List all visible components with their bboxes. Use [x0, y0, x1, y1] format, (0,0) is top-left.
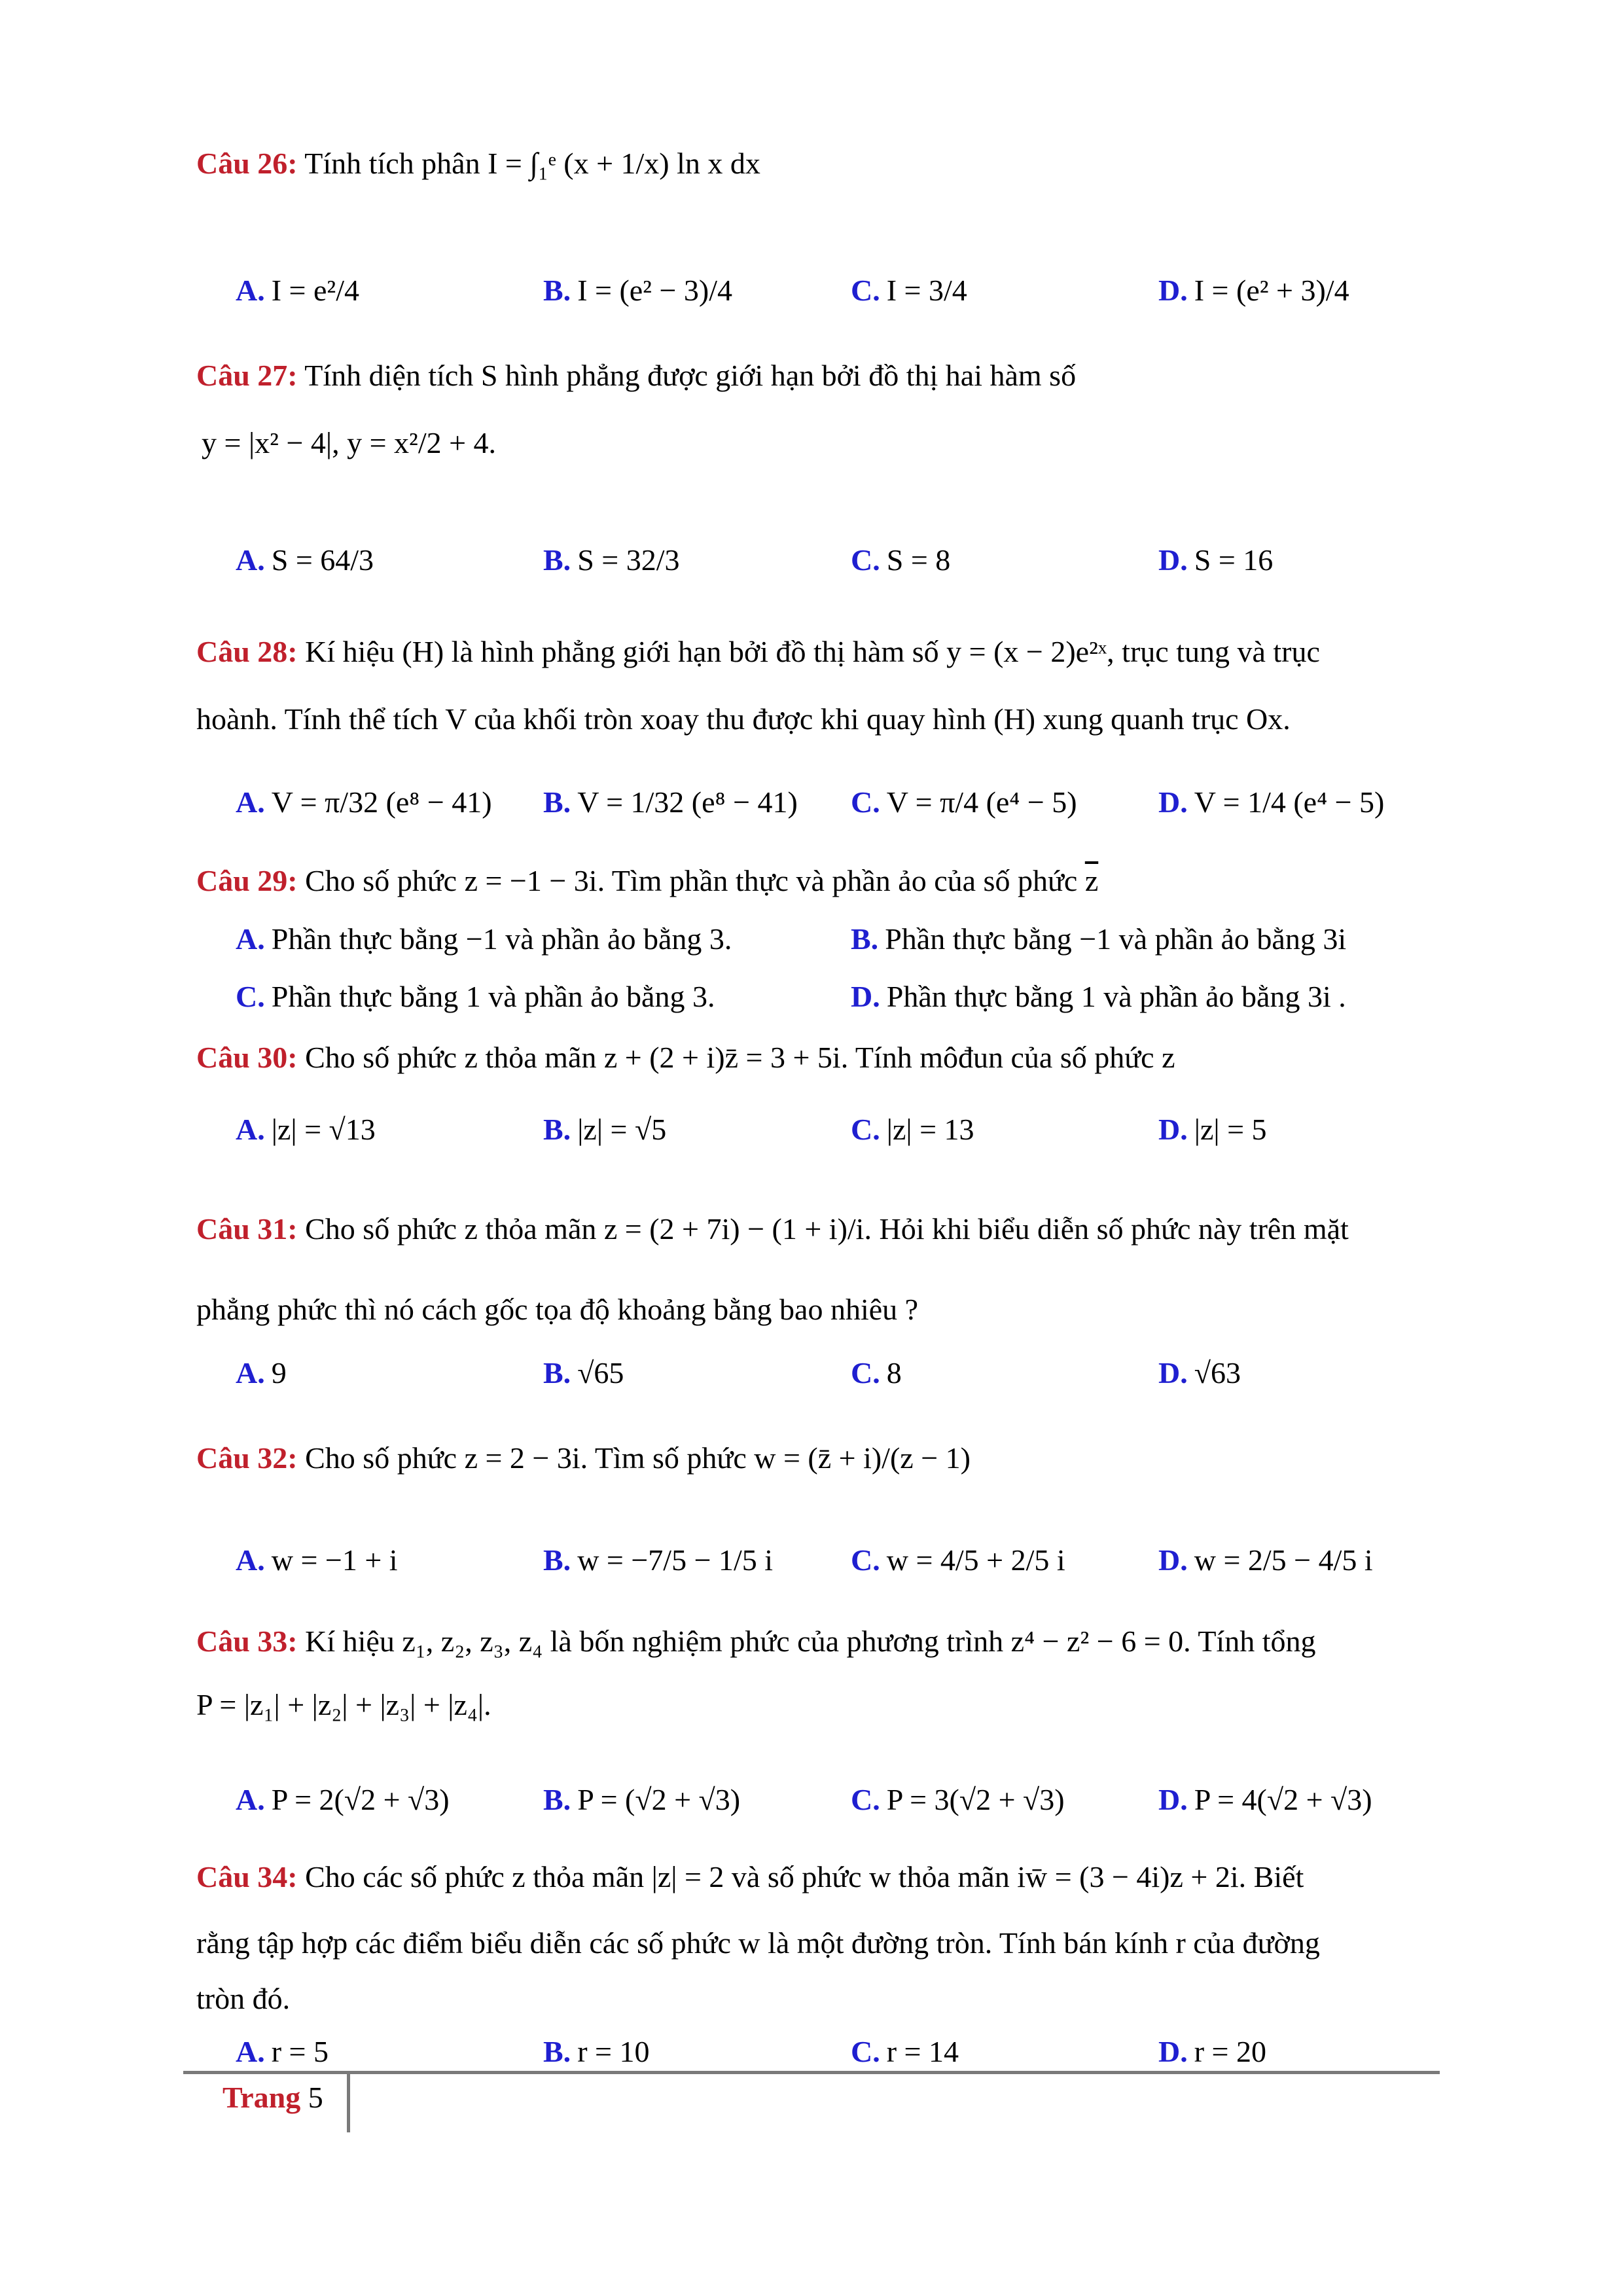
question-32: Câu 32: Cho số phức z = 2 − 3i. Tìm số phức w = (z̄ + i)/(z − 1) [196, 1441, 971, 1475]
option-b[interactable]: B. |z| = √5 [543, 1112, 667, 1146]
question-line [196, 357, 1440, 393]
question-text: Tính tích phân [304, 147, 480, 180]
question-text: Cho số phức z thỏa mãn [305, 1212, 597, 1246]
question-31: Câu 31: Cho số phức z thỏa mãn z = (2 + 7i) − (1 + i)/i. Hỏi khi biểu diễn số phức này trên mặt phẳng phức thì nó cách gốc tọa độ khoảng bằng bao nhiêu ? [196, 1212, 1349, 1327]
option-c[interactable]: C. I = 3/4 [851, 273, 967, 307]
question-math-2: w = (z̄ + i)/(z − 1) [754, 1441, 971, 1475]
question-text: Kí hiệu [305, 1624, 395, 1658]
option-b[interactable]: B. P = (√2 + √3) [543, 1782, 741, 1816]
option-d[interactable]: D. r = 20 [1158, 2035, 1266, 2068]
page-number: 5 [308, 2081, 323, 2114]
question-label: Câu 26: [196, 147, 298, 180]
option-b[interactable]: B. V = 1/32 (e⁸ − 41) [543, 785, 798, 819]
options-29-row2 [236, 979, 1466, 1018]
conjugate-z: $\overline{z}$ [1084, 864, 1099, 897]
question-30: Câu 30: Cho số phức z thỏa mãn z + (2 + i)z̄ = 3 + 5i. Tính môđun của số phức z [196, 1041, 1175, 1074]
question-math: z₁, z₂, z₃, z₄ [402, 1624, 543, 1658]
option-b[interactable]: B. S = 32/3 [543, 543, 680, 577]
options-30 [236, 1100, 1466, 1158]
option-b[interactable]: B. √65 [543, 1355, 624, 1390]
question-text: Cho các số phức z thỏa mãn [305, 1860, 645, 1893]
question-math-3: P = |z₁| + |z₂| + |z₃| + |z₄|. [196, 1688, 491, 1722]
question-label: Câu 31: [196, 1212, 298, 1246]
option-b[interactable]: B. r = 10 [543, 2035, 650, 2068]
option-a[interactable]: A. I = e²/4 [236, 273, 359, 307]
option-a[interactable]: A. P = 2(√2 + √3) [236, 1782, 450, 1816]
question-label: Câu 33: [196, 1624, 298, 1658]
question-math: z = −1 − 3i [464, 864, 597, 897]
option-a[interactable]: A. |z| = √13 [236, 1112, 376, 1146]
question-math: y = (x − 2)e²ˣ [946, 635, 1107, 668]
page-footer [223, 2080, 323, 2115]
option-d[interactable]: D. S = 16 [1158, 543, 1274, 577]
option-d[interactable]: D. P = 4(√2 + √3) [1158, 1782, 1372, 1816]
option-c[interactable]: C. |z| = 13 [851, 1112, 974, 1146]
question-label: Câu 32: [196, 1441, 298, 1475]
question-34: Câu 34: Cho các số phức z thỏa mãn |z| = 2 và số phức w thỏa mãn iw̄ = (3 − 4i)z + 2i. Biết rằng tập hợp các điểm biểu diễn các số phức w là một đường tròn. Tính bán kính r của đường tròn đó. [196, 1860, 1320, 2016]
question-27 [196, 357, 1440, 461]
footer-separator [347, 2073, 350, 2132]
question-text: Kí hiệu (H) là hình phẳng giới hạn bởi đồ thị hàm số [305, 635, 939, 668]
option-d[interactable]: D. I = (e² + 3)/4 [1158, 273, 1349, 307]
option-c[interactable]: C. r = 14 [851, 2035, 959, 2068]
option-a[interactable]: A. w = −1 + i [236, 1543, 398, 1577]
option-a[interactable]: A. V = π/32 (e⁸ − 41) [236, 785, 492, 819]
question-26 [196, 145, 1440, 181]
options-31 [236, 1343, 1466, 1402]
question-label: Câu 30: [196, 1041, 298, 1074]
option-c[interactable]: C. S = 8 [851, 543, 951, 577]
question-text: Cho số phức [305, 864, 457, 897]
option-d[interactable]: D. V = 1/4 (e⁴ − 5) [1158, 785, 1385, 819]
option-b[interactable]: B. I = (e² − 3)/4 [543, 273, 733, 307]
question-label: Câu 34: [196, 1860, 298, 1893]
option-c[interactable]: C. Phần thực bằng 1 và phần ảo bằng 3. [236, 980, 715, 1013]
option-c[interactable]: C. P = 3(√2 + √3) [851, 1782, 1065, 1816]
footer-divider [183, 2071, 1440, 2074]
options-26 [236, 260, 1466, 319]
question-math: I = ∫₁ᵉ (x + 1/x) ln x dx [488, 147, 760, 180]
options-33 [236, 1770, 1466, 1829]
question-math: z = (2 + 7i) − (1 + i)/i [603, 1212, 865, 1246]
question-33: Câu 33: Kí hiệu z₁, z₂, z₃, z₄ là bốn nghiệm phức của phương trình z⁴ − z² − 6 = 0. Tính tổng P = |z₁| + |z₂| + |z₃| + |z₄|. [196, 1623, 1440, 1723]
option-c[interactable]: C. 8 [851, 1355, 902, 1390]
question-math: y = |x² − 4|, y = x²/2 + 4. [202, 426, 497, 460]
option-d[interactable]: D. w = 2/5 − 4/5 i [1158, 1543, 1373, 1577]
option-c[interactable]: C. w = 4/5 + 2/5 i [851, 1543, 1065, 1577]
question-math-2: z⁴ − z² − 6 = 0 [1010, 1624, 1184, 1658]
options-32 [236, 1530, 1466, 1589]
question-math: z + (2 + i)z̄ = 3 + 5i [603, 1041, 841, 1074]
question-label: Câu 29: [196, 864, 298, 897]
options-28 [236, 772, 1466, 831]
option-b[interactable]: B. w = −7/5 − 1/5 i [543, 1543, 774, 1577]
option-a[interactable]: A. r = 5 [236, 2035, 329, 2068]
options-29-row1 [236, 922, 1466, 961]
question-text: Cho số phức [305, 1441, 457, 1475]
option-b[interactable]: B. Phần thực bằng −1 và phần ảo bằng 3i [851, 922, 1347, 956]
option-c[interactable]: C. V = π/4 (e⁴ − 5) [851, 785, 1077, 819]
option-d[interactable]: D. √63 [1158, 1355, 1241, 1390]
question-math: z = 2 − 3i [464, 1441, 580, 1475]
question-math: |z| = 2 [651, 1860, 724, 1893]
question-text: Cho số phức z thỏa mãn [305, 1041, 597, 1074]
option-d[interactable]: D. |z| = 5 [1158, 1112, 1267, 1146]
option-a[interactable]: A. 9 [236, 1355, 287, 1390]
option-a[interactable]: A. Phần thực bằng −1 và phần ảo bằng 3. [236, 922, 732, 956]
question-math-2: iw̄ = (3 − 4i)z + 2i [1017, 1860, 1239, 1893]
page-label: Trang [223, 2081, 301, 2114]
option-d[interactable]: D. Phần thực bằng 1 và phần ảo bằng 3i . [851, 980, 1346, 1013]
question-label: Câu 28: [196, 635, 298, 668]
question-text: Tính diện tích S hình phẳng được giới hạn bởi đồ thị hai hàm số [304, 359, 1077, 392]
options-27 [236, 530, 1466, 589]
options-34 [236, 2034, 1466, 2073]
question-28: Câu 28: Kí hiệu (H) là hình phẳng giới hạn bởi đồ thị hàm số y = (x − 2)e²ˣ, trục tung và trục hoành. Tính thể tích V của khối tròn xoay thu được khi quay hình (H) xung quanh trục Ox. [196, 635, 1320, 736]
option-a[interactable]: A. S = 64/3 [236, 543, 374, 577]
question-29: Câu 29: Cho số phức z = −1 − 3i. Tìm phần thực và phần ảo của số phức $\overline{z}$ [196, 864, 1099, 897]
question-label: Câu 27: [196, 359, 298, 392]
